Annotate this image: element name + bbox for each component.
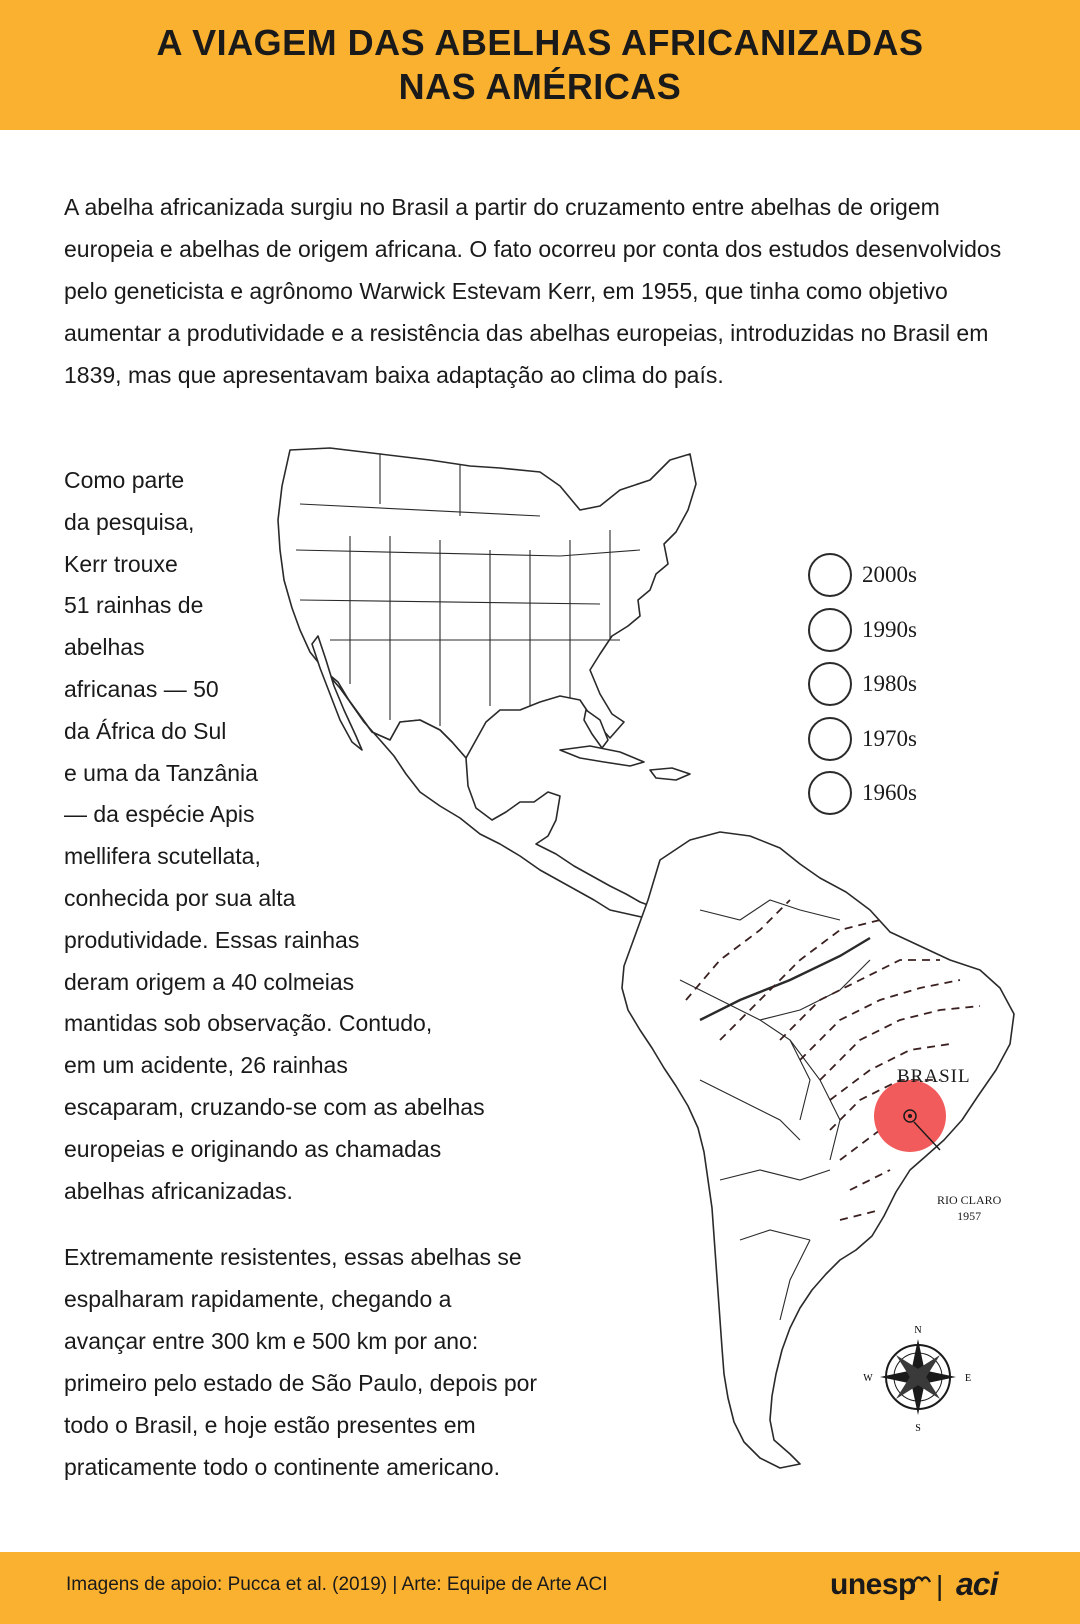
side-text-line: da pesquisa, [64,508,195,535]
rio-claro-name: RIO CLARO [937,1193,1002,1207]
cuba-shape [560,746,644,766]
bottom-text-line: primeiro pelo estado de São Paulo, depois por [64,1370,538,1396]
side-text-line: mellifera scutellata, [64,843,261,870]
unesp-logo: unesp [830,1568,916,1601]
side-text-line: e uma da Tanzânia [64,759,258,786]
compass-e: E [964,1373,972,1384]
side-text-line: 51 rainhas de [64,592,204,619]
title-line-2: NAS AMÉRICAS [398,66,682,107]
side-text-line: escaparam, cruzando-se com as abelhas [64,1093,485,1120]
legend-label: 2000s [862,562,917,588]
legend-item [808,712,917,767]
bottom-text-line: todo o Brasil, e hoje estão presentes em [64,1412,476,1438]
compass-w: W [863,1373,873,1384]
rio-claro-year: 1957 [957,1209,982,1223]
legend-circle-icon [808,771,852,815]
side-text-line: africanas — 50 [64,675,219,702]
credits-text: Imagens de apoio: Pucca et al. (2019) | Arte: Equipe de Arte ACI [66,1574,608,1595]
legend-item [808,548,917,603]
bottom-paragraph [64,1236,537,1488]
header-banner [0,0,1080,130]
rio-claro-label [937,1192,1001,1224]
legend-circle-icon [808,608,852,652]
side-text-line: Kerr trouxe [64,550,178,577]
legend-label: 1960s [862,780,917,806]
page-title [156,21,923,109]
legend-circle-icon [808,553,852,597]
legend-label: 1990s [862,616,917,642]
aci-logo: aci [956,1566,998,1602]
compass-rose [863,1325,971,1434]
bottom-text-line: espalharam rapidamente, chegando a [64,1286,452,1312]
legend-label: 1970s [862,725,917,751]
side-text-line: em um acidente, 26 rainhas [64,1052,348,1079]
legend-item [808,657,917,712]
unesp-bee-icon [912,1572,932,1588]
side-text-line: abelhas [64,634,145,661]
decade-legend [808,548,917,821]
brand-separator: | [936,1570,944,1601]
side-text-line: conhecida por sua alta [64,884,296,911]
south-america-shape [622,832,1014,1468]
side-text-line: Como parte [64,467,185,493]
side-text-line: deram origem a 40 colmeias [64,968,355,995]
hispaniola-shape [650,768,690,780]
title-line-1: A VIAGEM DAS ABELHAS AFRICANIZADAS [156,22,924,63]
side-text-line: produtividade. Essas rainhas [64,926,360,953]
legend-label: 1980s [862,671,917,697]
side-text-line: da África do Sul [64,717,227,744]
compass-n: N [914,1325,922,1336]
legend-item [808,603,917,658]
legend-item [808,766,917,821]
side-text-line: europeias e originando as chamadas [64,1135,442,1162]
brasil-label: BRASIL [897,1066,971,1087]
intro-paragraph: A abelha africanizada surgiu no Brasil a partir do cruzamento entre abelhas de origem europeia e abelhas de origem africana. O fato ocorreu por conta dos estudos desenvolvidos pelo geneticista e agrônomo Warwick Estevam Kerr, em 1955, que tinha como objetivo aumentar a produtividade e a resistência das abelhas europeias, introduzidas no Brasil em 1839, mas que apresentavam baixa adaptação ao clima do país. [64,194,1002,388]
bottom-text-line: praticamente todo o continente americano. [64,1454,500,1480]
compass-s: S [915,1423,921,1434]
legend-circle-icon [808,717,852,761]
footer-banner [0,1552,1080,1624]
legend-circle-icon [808,662,852,706]
bottom-text-line: Extremamente resistentes, essas abelhas se [64,1244,522,1270]
side-paragraph [64,460,485,1212]
side-text-line: — da espécie Apis [64,801,255,828]
side-text-line: abelhas africanizadas. [64,1177,293,1204]
bottom-text-line: avançar entre 300 km e 500 km por ano: [64,1328,479,1354]
side-text-line: mantidas sob observação. Contudo, [64,1010,433,1037]
